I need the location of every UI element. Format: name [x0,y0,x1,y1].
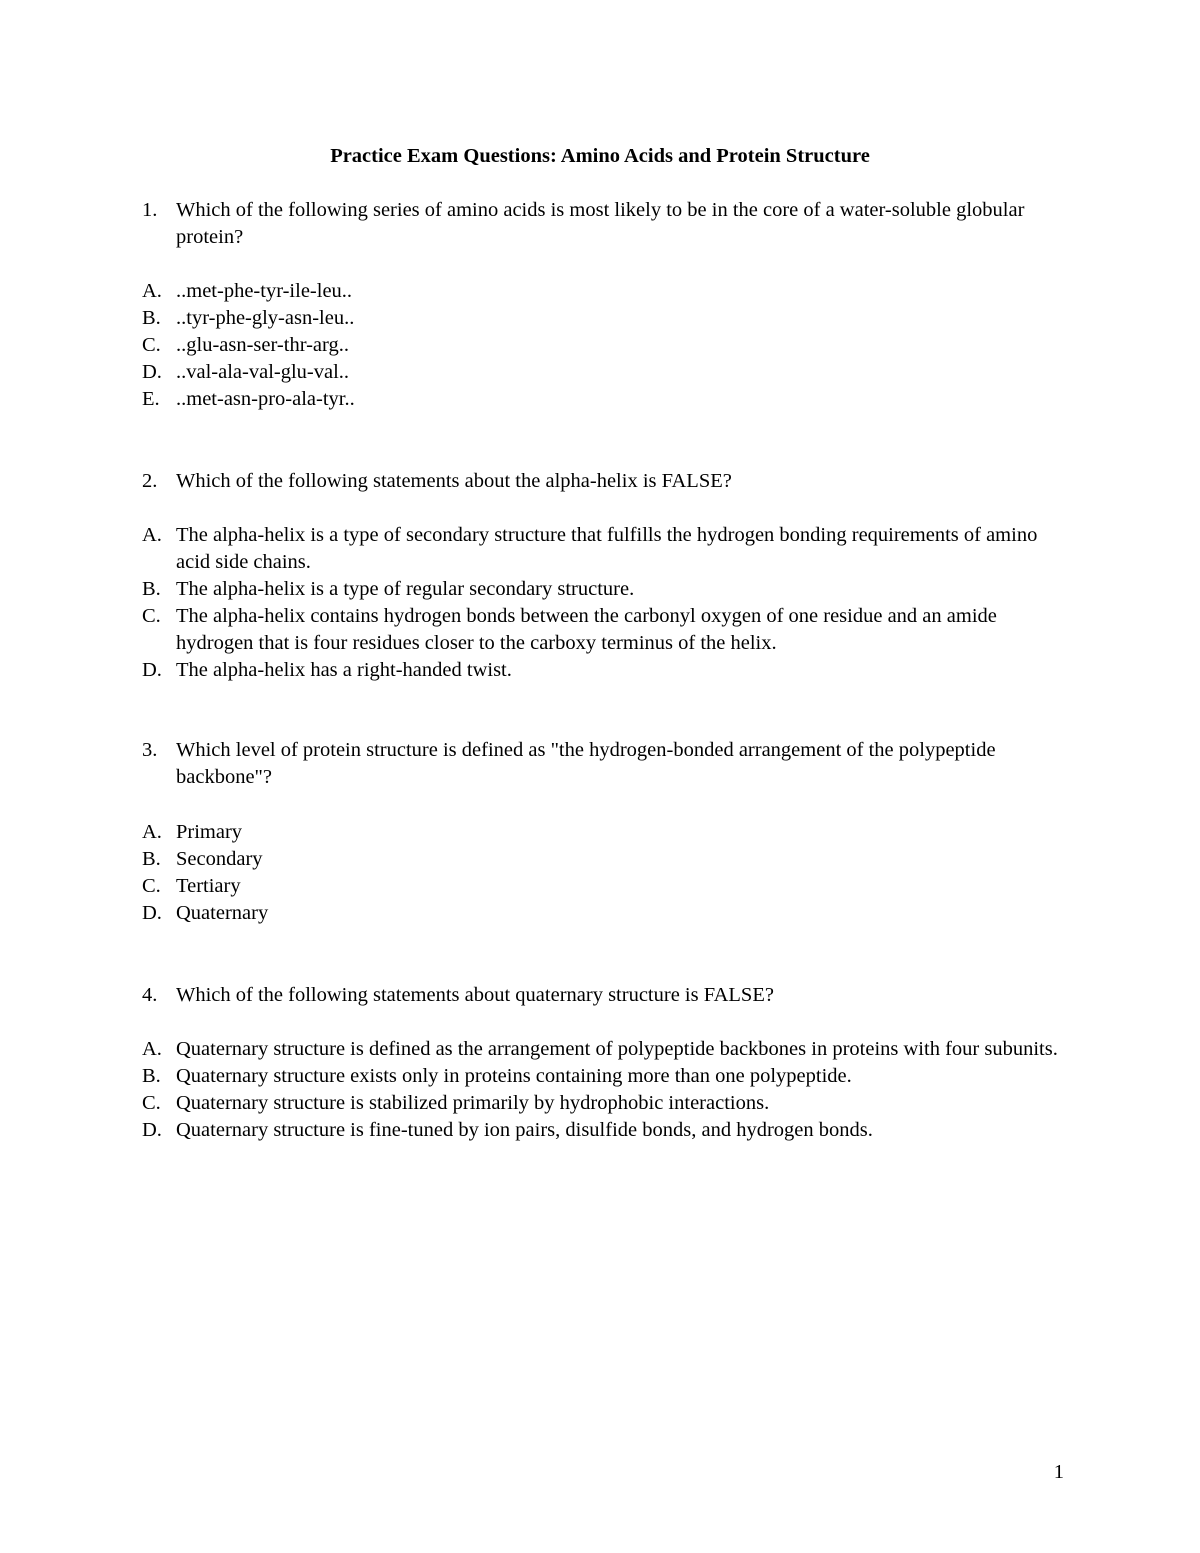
option-text: Quaternary structure is defined as the arrangement of polypeptide backbones in proteins with four subunits. [176,1038,1058,1060]
question-text: Which level of protein structure is defined as "the hydrogen-bonded arrangement of the polypeptide backbone"? [176,739,996,788]
option-item [142,576,1072,603]
question-number: 3. [142,739,158,761]
question-1-options [142,278,1072,413]
option-item [142,1117,1072,1144]
option-letter: B. [142,578,161,600]
option-letter: A. [142,821,162,843]
option-text: Primary [176,821,243,843]
option-item [142,1036,1072,1063]
option-item [142,873,1072,900]
option-text: The alpha-helix contains hydrogen bonds between the carbonyl oxygen of one residue and an amide hydrogen that is four residues closer to the carboxy terminus of the helix. [176,605,997,654]
option-item [142,1090,1072,1117]
option-letter: B. [142,848,161,870]
option-text: ..met-phe-tyr-ile-leu.. [176,280,353,302]
option-item [142,846,1072,873]
option-letter: B. [142,307,161,329]
question-2-options [142,522,1072,684]
option-letter: D. [142,361,162,383]
option-item [142,359,1072,386]
question-3 [142,737,1072,791]
option-letter: D. [142,1119,162,1141]
question-2 [142,468,1072,495]
option-letter: C. [142,875,161,897]
question-4-options [142,1036,1072,1144]
option-text: The alpha-helix is a type of regular secondary structure. [176,578,635,600]
question-1-stem [142,197,1072,251]
question-number: 1. [142,199,158,221]
option-item [142,657,1072,684]
option-item [142,603,1072,657]
question-4-stem [142,982,1072,1009]
option-text: ..met-asn-pro-ala-tyr.. [176,388,355,410]
option-text: Quaternary structure is stabilized primarily by hydrophobic interactions. [176,1092,770,1114]
question-3-stem [142,737,1072,791]
option-letter: A. [142,524,162,546]
option-text: Secondary [176,848,263,870]
option-letter: A. [142,1038,162,1060]
option-text: Quaternary [176,902,269,924]
page-number: 1 [1053,1461,1064,1483]
option-item [142,278,1072,305]
option-item [142,819,1072,846]
option-letter: A. [142,280,162,302]
option-text: The alpha-helix has a right-handed twist. [176,659,512,681]
option-item [142,332,1072,359]
option-letter: D. [142,902,162,924]
option-item [142,1063,1072,1090]
option-item [142,522,1072,576]
option-text: ..val-ala-val-glu-val.. [176,361,350,383]
option-letter: B. [142,1065,161,1087]
option-text: Tertiary [176,875,241,897]
question-number: 2. [142,470,158,492]
option-item [142,386,1072,413]
question-1 [142,197,1072,251]
option-item [142,305,1072,332]
option-text: ..tyr-phe-gly-asn-leu.. [176,307,355,329]
option-letter: C. [142,605,161,627]
option-text: Quaternary structure exists only in proteins containing more than one polypeptide. [176,1065,852,1087]
option-letter: D. [142,659,162,681]
question-number: 4. [142,984,158,1006]
question-3-options [142,819,1072,927]
option-item [142,900,1072,927]
option-letter: C. [142,334,161,356]
option-letter: E. [142,388,160,410]
question-text: Which of the following series of amino acids is most likely to be in the core of a water-soluble globular protein? [176,199,1025,248]
question-text: Which of the following statements about quaternary structure is FALSE? [176,984,774,1006]
option-text: ..glu-asn-ser-thr-arg.. [176,334,349,356]
page-title: Practice Exam Questions: Amino Acids and Protein Structure [330,145,870,167]
option-text: Quaternary structure is fine-tuned by ion pairs, disulfide bonds, and hydrogen bonds. [176,1119,873,1141]
option-letter: C. [142,1092,161,1114]
option-text: The alpha-helix is a type of secondary structure that fulfills the hydrogen bonding requirements of amino acid side chains. [176,524,1038,573]
question-text: Which of the following statements about the alpha-helix is FALSE? [176,470,732,492]
question-2-stem [142,468,1072,495]
question-4 [142,982,1072,1009]
